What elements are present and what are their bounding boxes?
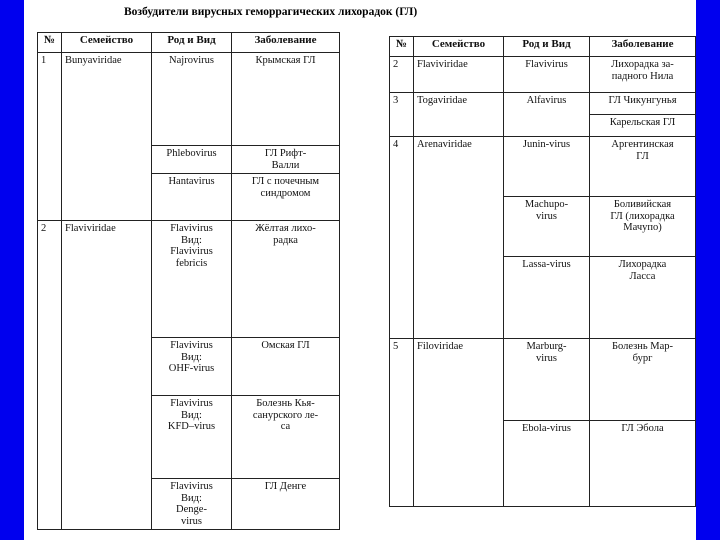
genus-cell: Marburg- virus xyxy=(504,339,590,421)
genus-cell: Flavivirus Вид: OHF-virus xyxy=(152,338,232,396)
right-table xyxy=(389,36,696,507)
genus-cell: Ebola-virus xyxy=(504,421,590,507)
disease-cell: ГЛ Чикунгунья xyxy=(590,93,696,115)
disease-cell: Болезнь Кья- санурского ле- са xyxy=(232,396,340,479)
genus-cell: Alfavirus xyxy=(504,93,590,137)
table-row xyxy=(38,221,340,338)
genus-cell: Flavivirus Вид: Denge- virus xyxy=(152,479,232,530)
header-family: Семейство xyxy=(414,37,504,57)
left-table xyxy=(37,32,340,530)
row-number: 3 xyxy=(390,93,414,137)
row-number: 4 xyxy=(390,137,414,339)
disease-cell: Карельская ГЛ xyxy=(590,115,696,137)
header-genus: Род и Вид xyxy=(152,33,232,53)
table-row xyxy=(390,137,696,197)
genus-cell: Junin-virus xyxy=(504,137,590,197)
row-number: 5 xyxy=(390,339,414,507)
row-number: 2 xyxy=(390,57,414,93)
family-cell: Flaviviridae xyxy=(414,57,504,93)
disease-cell: Аргентинская ГЛ xyxy=(590,137,696,197)
disease-cell: Крымская ГЛ xyxy=(232,53,340,146)
family-cell: Bunyaviridae xyxy=(62,53,152,221)
disease-cell: Лихорадка за- падного Нила xyxy=(590,57,696,93)
header-genus: Род и Вид xyxy=(504,37,590,57)
header-num: № xyxy=(38,33,62,53)
header-disease: Заболевание xyxy=(232,33,340,53)
disease-cell: Лихорадка Ласса xyxy=(590,257,696,339)
page-title: Возбудители вирусных геморрагических лихорадок (ГЛ) xyxy=(124,6,418,18)
table-row xyxy=(390,57,696,93)
row-number: 1 xyxy=(38,53,62,221)
disease-cell: Жёлтая лихо- радка xyxy=(232,221,340,338)
family-cell: Filoviridae xyxy=(414,339,504,507)
genus-cell: Phlebovirus xyxy=(152,146,232,174)
table-row xyxy=(390,93,696,115)
disease-cell: ГЛ Эбола xyxy=(590,421,696,507)
genus-cell: Flavivirus Вид: Flavivirus febricis xyxy=(152,221,232,338)
disease-cell: Боливийская ГЛ (лихорадка Мачупо) xyxy=(590,197,696,257)
genus-cell: Flavivirus xyxy=(504,57,590,93)
table-row xyxy=(390,339,696,421)
genus-cell: Hantavirus xyxy=(152,174,232,221)
table-header-row xyxy=(390,37,696,57)
table-header-row xyxy=(38,33,340,53)
header-family: Семейство xyxy=(62,33,152,53)
table-row xyxy=(38,53,340,146)
row-number: 2 xyxy=(38,221,62,530)
disease-cell: Болезнь Мар- бург xyxy=(590,339,696,421)
genus-cell: Flavivirus Вид: KFD–virus xyxy=(152,396,232,479)
header-num: № xyxy=(390,37,414,57)
family-cell: Flaviviridae xyxy=(62,221,152,530)
genus-cell: Machupo- virus xyxy=(504,197,590,257)
family-cell: Arenaviridae xyxy=(414,137,504,339)
disease-cell: ГЛ Денге xyxy=(232,479,340,530)
disease-cell: ГЛ с почечным синдромом xyxy=(232,174,340,221)
disease-cell: Омская ГЛ xyxy=(232,338,340,396)
slide-page xyxy=(24,0,696,540)
genus-cell: Najrovirus xyxy=(152,53,232,146)
genus-cell: Lassa-virus xyxy=(504,257,590,339)
family-cell: Togaviridae xyxy=(414,93,504,137)
header-disease: Заболевание xyxy=(590,37,696,57)
disease-cell: ГЛ Рифт- Валли xyxy=(232,146,340,174)
